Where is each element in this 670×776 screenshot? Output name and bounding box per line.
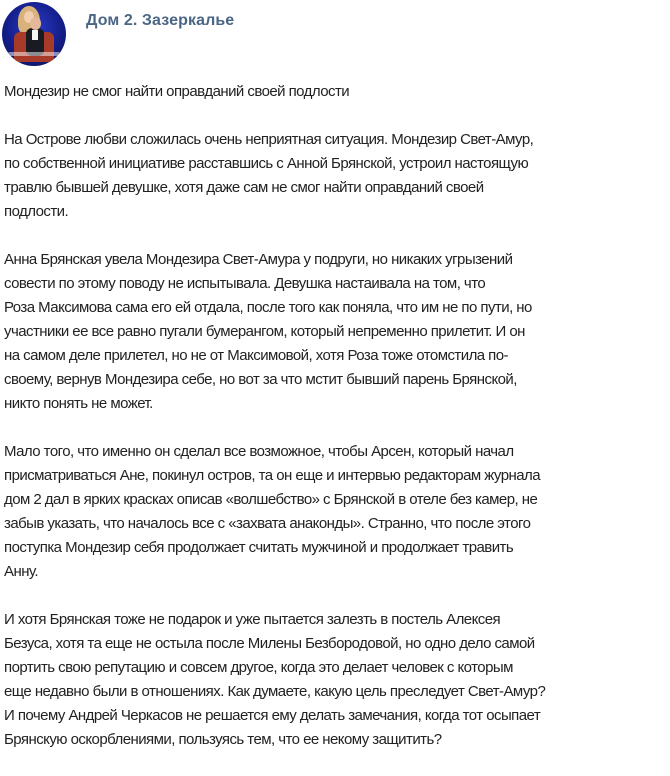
text-line: Мало того, что именно он сделал все возможное, чтобы Арсен, который начал [4,443,514,460]
text-line: еще недавно были в отношениях. Как думаете, какую цель преследует Свет-Амур? [4,683,546,700]
text-line: дом 2 дал в ярких красках описав «волшебство» с Брянской в отеле без камер, не [4,491,538,508]
headline-text: Мондезир не смог найти оправданий своей подлости [4,83,350,100]
paragraph-3 [4,440,666,584]
text-line: своему, вернув Мондезира себе, но вот за что мстит бывший парень Брянской, [4,371,517,388]
text-line: Анна Брянская увела Мондезира Свет-Амура у подруги, но никаких угрызений [4,251,513,268]
text-line: Анну. [4,563,38,580]
text-line: Брянскую оскорблениями, пользуясь тем, что ее некому защитить? [4,731,442,748]
text-line: на самом деле прилетел, но не от Максимовой, хотя Роза тоже отомстила по- [4,347,508,364]
text-line: портить свою репутацию и совсем другое, когда это делает человек с которым [4,659,513,676]
avatar-shirt-icon [32,30,38,40]
text-line: подлости. [4,203,69,220]
text-line: И хотя Брянская тоже не подарок и уже пытается залезть в постель Алексея [4,611,501,628]
text-line: На Острове любви сложилась очень неприятная ситуация. Мондезир Свет-Амур, [4,131,534,148]
text-line: совести по этому поводу не испытывала. Девушка настаивала на том, что [4,275,486,292]
text-line: И почему Андрей Черкасов не решается ему делать замечания, когда тот осыпает [4,707,541,724]
channel-avatar[interactable] [2,2,66,66]
text-line: забыв указать, что началось все с «захвата анаконды». Странно, что после этого [4,515,531,532]
post-headline [4,80,666,104]
post-header [0,0,670,70]
post-body [4,80,666,776]
text-line: травлю бывшей девушке, хотя даже сам не смог найти оправданий своей [4,179,484,196]
avatar-face-icon [30,17,41,30]
text-line: присматриваться Ане, покинул остров, та он еще и интервью редакторам журнала [4,467,541,484]
paragraph-1 [4,128,666,224]
text-line: по собственной инициативе расставшись с Анной Брянской, устроил настоящую [4,155,529,172]
text-line: поступка Мондезир себя продолжает считать мужчиной и продолжает травить [4,539,514,556]
avatar-caption-icon [8,52,60,56]
text-line: Роза Максимова сама его ей отдала, после того как поняла, что им не по пути, но [4,299,532,316]
text-line: Безуса, хотя та еще не остыла после Милены Безбородовой, но одно дело самой [4,635,535,652]
paragraph-4 [4,608,666,752]
text-line: никто понять не может. [4,395,153,412]
text-line: участники ее все равно пугали бумерангом, который непременно прилетит. И он [4,323,525,340]
paragraph-2 [4,248,666,416]
channel-name-link[interactable]: Дом 2. Зазеркалье [86,12,235,29]
